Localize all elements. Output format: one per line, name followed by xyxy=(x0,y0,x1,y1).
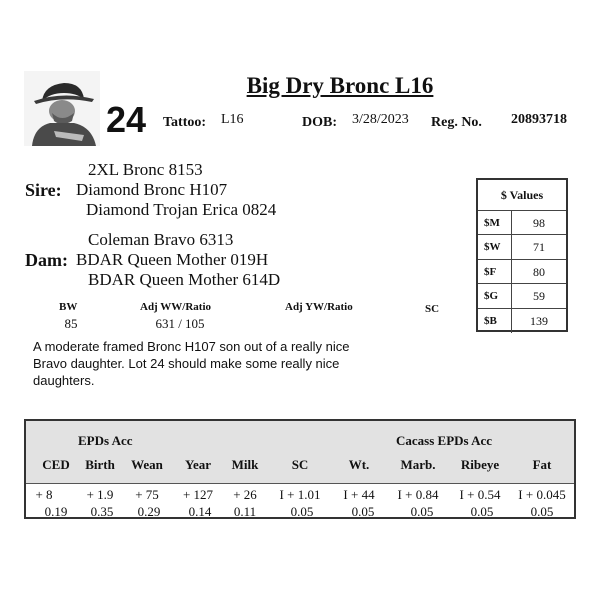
epd-header xyxy=(26,421,574,484)
values-num: 71 xyxy=(533,240,545,255)
ww-value: 631 / 105 xyxy=(155,316,205,331)
epd-value: + 26 xyxy=(233,487,257,502)
tattoo-label: Tattoo: xyxy=(163,115,207,130)
description: A moderate framed Bronc H107 son out of a really nice Bravo daughter. Lot 24 should make some really nice daughters. xyxy=(33,339,350,388)
acc-value: 0.35 xyxy=(90,504,114,519)
dollar-values-table xyxy=(476,178,568,332)
dob-value: 3/28/2023 xyxy=(352,112,409,127)
acc-value: 0.29 xyxy=(137,504,161,519)
epd-value: I + 44 xyxy=(343,487,375,502)
values-num: 139 xyxy=(530,313,548,328)
epd-col-header: Year xyxy=(185,457,211,472)
epd-value: I + 0.54 xyxy=(459,487,501,502)
values-row xyxy=(478,284,566,308)
tattoo-value: L16 xyxy=(221,112,244,127)
values-key: $G xyxy=(478,284,512,307)
sc-label: SC xyxy=(425,303,440,315)
values-num: 59 xyxy=(533,289,545,304)
values-num: 98 xyxy=(533,216,545,230)
epd-table xyxy=(24,419,576,519)
epd-col-header: Milk xyxy=(231,457,259,472)
epd-body xyxy=(26,484,574,518)
epd-value: I + 0.045 xyxy=(518,487,566,502)
epd-col-header: Fat xyxy=(532,457,552,472)
dam-name: BDAR Queen Mother 019H xyxy=(76,250,269,269)
acc-value: 0.05 xyxy=(470,504,494,519)
epd-value: + 1.9 xyxy=(86,487,114,502)
values-key: $M xyxy=(478,211,512,234)
values-num: 80 xyxy=(533,264,545,279)
yw-label: Adj YW/Ratio xyxy=(285,301,353,313)
values-row xyxy=(478,309,566,333)
epd-group-title: EPDs Acc xyxy=(78,433,133,448)
epd-value: I + 0.84 xyxy=(397,487,439,502)
dam-dam: BDAR Queen Mother 614D xyxy=(88,270,281,289)
sire-sire: 2XL Bronc 8153 xyxy=(88,160,203,179)
dam-label: Dam: xyxy=(25,250,68,270)
epd-col-header: Wean xyxy=(131,457,163,472)
acc-value: 0.05 xyxy=(290,504,314,519)
sire-name: Diamond Bronc H107 xyxy=(76,180,228,199)
acc-value: 0.05 xyxy=(410,504,434,519)
bw-label: BW xyxy=(59,301,78,313)
values-key: $B xyxy=(478,309,512,333)
dollar-values-title: $ Values xyxy=(478,180,566,211)
epd-value: + 127 xyxy=(182,487,214,502)
dam-sire: Coleman Bravo 6313 xyxy=(88,230,234,249)
epd-col-header: SC xyxy=(291,457,309,472)
values-row xyxy=(478,211,566,235)
epd-col-header: Ribeye xyxy=(460,457,500,472)
sire-dam: Diamond Trojan Erica 0824 xyxy=(86,200,277,219)
acc-value: 0.05 xyxy=(351,504,375,519)
carcass-group-title: Cacass EPDs Acc xyxy=(396,433,493,448)
bw-value: 85 xyxy=(64,316,78,331)
acc-value: 0.11 xyxy=(233,504,257,519)
acc-value: 0.14 xyxy=(188,504,212,519)
sire-label: Sire: xyxy=(25,180,62,200)
animal-name: Big Dry Bronc L16 xyxy=(246,73,434,98)
epd-value: I + 1.01 xyxy=(279,487,321,502)
acc-value: 0.19 xyxy=(44,504,68,519)
reg-label: Reg. No. xyxy=(431,115,482,130)
epd-col-header: Marb. xyxy=(400,457,436,472)
ww-label: Adj WW/Ratio xyxy=(140,301,211,313)
acc-value: 0.05 xyxy=(530,504,554,519)
epd-value: + 8 xyxy=(35,487,53,502)
values-key: $W xyxy=(478,235,512,258)
dob-label: DOB: xyxy=(302,115,337,130)
epd-col-header: CED xyxy=(42,457,70,472)
reg-value: 20893718 xyxy=(511,112,567,127)
lot-number: 24 xyxy=(106,99,147,140)
values-row xyxy=(478,260,566,284)
epd-col-header: Wt. xyxy=(348,457,370,472)
values-key: $F xyxy=(478,260,512,283)
values-row xyxy=(478,235,566,259)
epd-col-header: Birth xyxy=(85,457,115,472)
epd-value: + 75 xyxy=(135,487,159,502)
